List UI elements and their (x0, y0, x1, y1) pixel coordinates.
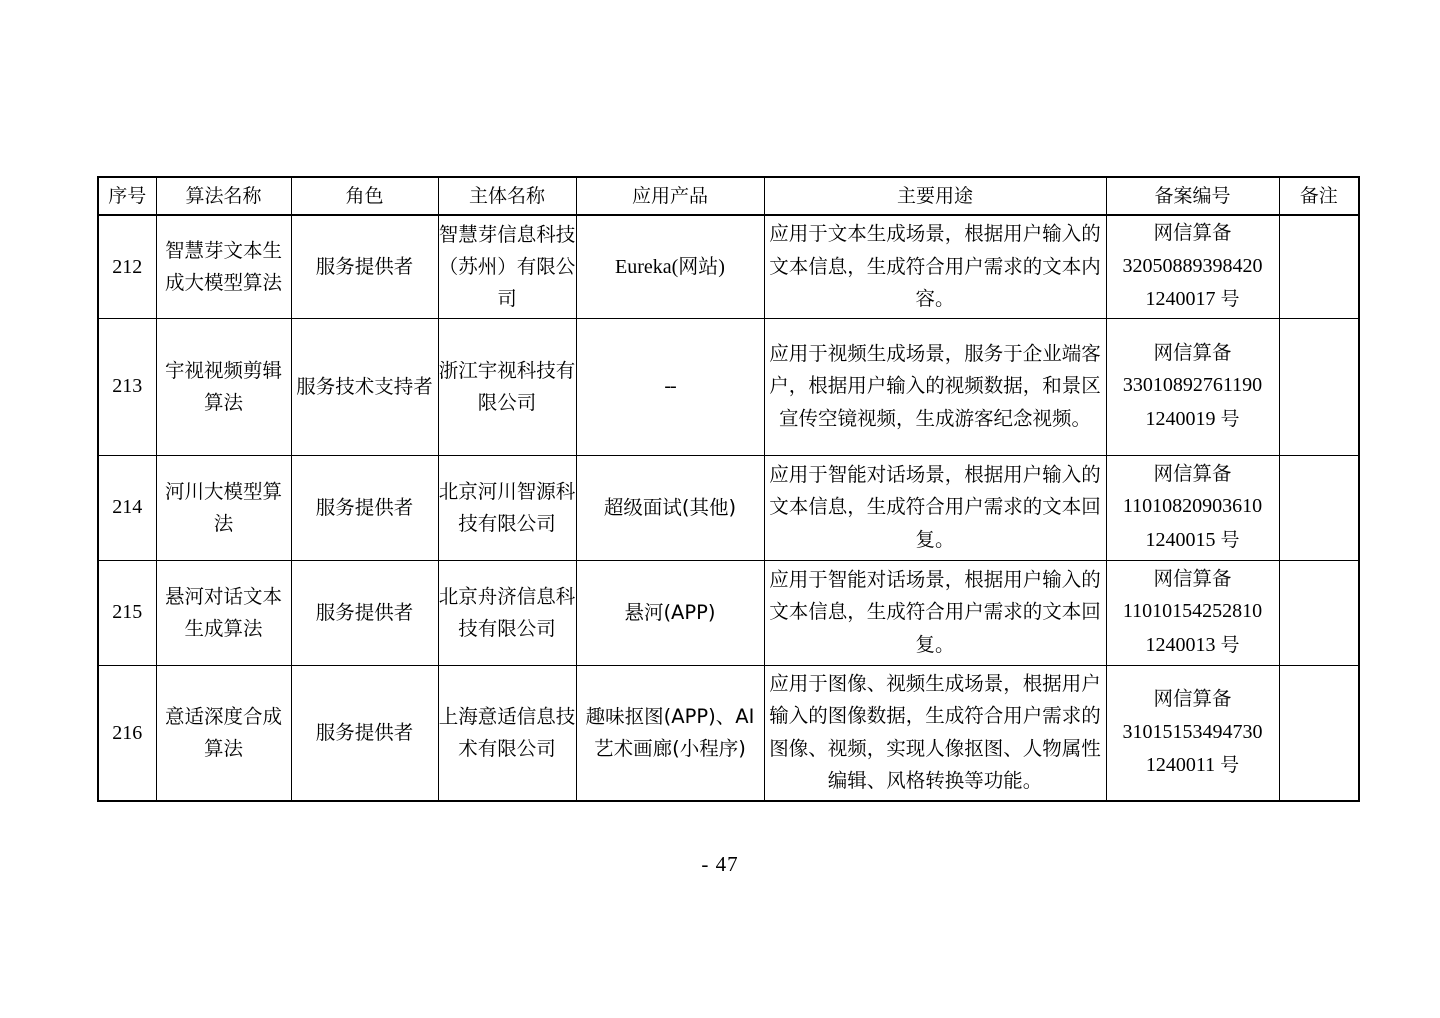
table-row (98, 318, 1359, 455)
cell-index: 216 (98, 665, 156, 801)
filing-number: 31015153494730 (1122, 720, 1263, 743)
cell-remark (1279, 665, 1359, 801)
cell-filing-number (1106, 560, 1279, 665)
column-header-index: 序号 (98, 177, 156, 215)
cell-filing-number (1106, 665, 1279, 801)
column-header-product: 应用产品 (576, 177, 764, 215)
filing-number-unit: 号 (1220, 528, 1240, 551)
cell-entity-name: 浙江宇视科技有限公司 (438, 318, 576, 455)
cell-role: 服务提供者 (291, 215, 438, 318)
algorithm-filing-table (97, 176, 1360, 802)
cell-product: 超级面试(其他) (576, 455, 764, 560)
cell-algorithm-name: 悬河对话文本生成算法 (156, 560, 291, 665)
cell-role: 服务提供者 (291, 455, 438, 560)
cell-algorithm-name: 河川大模型算法 (156, 455, 291, 560)
cell-role: 服务提供者 (291, 665, 438, 801)
cell-filing-number (1106, 318, 1279, 455)
table-header-row (98, 177, 1359, 215)
column-header-entity-name: 主体名称 (438, 177, 576, 215)
cell-algorithm-name: 宇视视频剪辑算法 (156, 318, 291, 455)
column-header-remark: 备注 (1279, 177, 1359, 215)
cell-remark (1279, 215, 1359, 318)
table-row (98, 455, 1359, 560)
filing-number-unit: 号 (1220, 754, 1240, 777)
cell-role: 服务提供者 (291, 560, 438, 665)
filing-number-tail (1107, 629, 1279, 663)
cell-usage: 应用于图像、视频生成场景，根据用户输入的图像数据，生成符合用户需求的图像、视频，实现人像抠图、人物属性编辑、风格转换等功能。 (764, 665, 1106, 801)
cell-usage: 应用于智能对话场景，根据用户输入的文本信息，生成符合用户需求的文本回复。 (764, 560, 1106, 665)
filing-prefix: 网信算备 (1153, 566, 1232, 590)
cell-product: Eureka(网站) (576, 215, 764, 318)
cell-product: -- (576, 318, 764, 455)
filing-number-tail-digits: 1240013 (1145, 633, 1216, 656)
filing-number-tail-digits: 1240019 (1145, 407, 1216, 430)
filing-number-tail (1107, 283, 1279, 317)
cell-entity-name: 上海意适信息技术有限公司 (438, 665, 576, 801)
column-header-usage: 主要用途 (764, 177, 1106, 215)
cell-index: 212 (98, 215, 156, 318)
cell-entity-name: 北京舟济信息科技有限公司 (438, 560, 576, 665)
cell-remark (1279, 318, 1359, 455)
filing-number-tail (1107, 749, 1279, 783)
filing-number: 11010820903610 (1122, 495, 1263, 518)
filing-number-unit: 号 (1220, 633, 1240, 656)
filing-number: 11010154252810 (1122, 600, 1263, 623)
filing-prefix: 网信算备 (1153, 220, 1232, 244)
cell-entity-name: 北京河川智源科技有限公司 (438, 455, 576, 560)
filing-number-unit: 号 (1220, 407, 1240, 430)
filing-number-tail-digits: 1240015 (1145, 528, 1216, 551)
column-header-filing-number: 备案编号 (1106, 177, 1279, 215)
cell-role: 服务技术支持者 (291, 318, 438, 455)
cell-product: 悬河(APP) (576, 560, 764, 665)
cell-index: 213 (98, 318, 156, 455)
table-row (98, 665, 1359, 801)
filing-prefix: 网信算备 (1153, 461, 1232, 485)
filing-prefix: 网信算备 (1153, 686, 1232, 710)
filing-number: 32050889398420 (1122, 254, 1263, 277)
filing-number-tail-digits: 1240017 (1145, 288, 1216, 311)
column-header-algorithm-name: 算法名称 (156, 177, 291, 215)
cell-usage: 应用于视频生成场景，服务于企业端客户，根据用户输入的视频数据，和景区宣传空镜视频，生成游客纪念视频。 (764, 318, 1106, 455)
cell-remark (1279, 455, 1359, 560)
table-row (98, 560, 1359, 665)
filing-number-tail-digits: 1240011 (1145, 754, 1216, 777)
filing-number-tail (1107, 403, 1279, 437)
cell-index: 214 (98, 455, 156, 560)
filing-prefix: 网信算备 (1153, 340, 1232, 364)
cell-filing-number (1106, 455, 1279, 560)
table-row (98, 215, 1359, 318)
page-number: - 47 (701, 852, 739, 876)
cell-algorithm-name: 意适深度合成算法 (156, 665, 291, 801)
filing-number-tail (1107, 524, 1279, 558)
cell-remark (1279, 560, 1359, 665)
filing-number: 33010892761190 (1122, 374, 1263, 397)
algorithm-filing-table-container (97, 176, 1358, 802)
cell-product: 趣味抠图(APP)、AI艺术画廊(小程序) (576, 665, 764, 801)
cell-index: 215 (98, 560, 156, 665)
cell-entity-name: 智慧芽信息科技（苏州）有限公司 (438, 215, 576, 318)
column-header-role: 角色 (291, 177, 438, 215)
cell-algorithm-name: 智慧芽文本生成大模型算法 (156, 215, 291, 318)
cell-usage: 应用于智能对话场景，根据用户输入的文本信息，生成符合用户需求的文本回复。 (764, 455, 1106, 560)
cell-usage: 应用于文本生成场景，根据用户输入的文本信息，生成符合用户需求的文本内容。 (764, 215, 1106, 318)
filing-number-unit: 号 (1220, 288, 1240, 311)
cell-filing-number (1106, 215, 1279, 318)
